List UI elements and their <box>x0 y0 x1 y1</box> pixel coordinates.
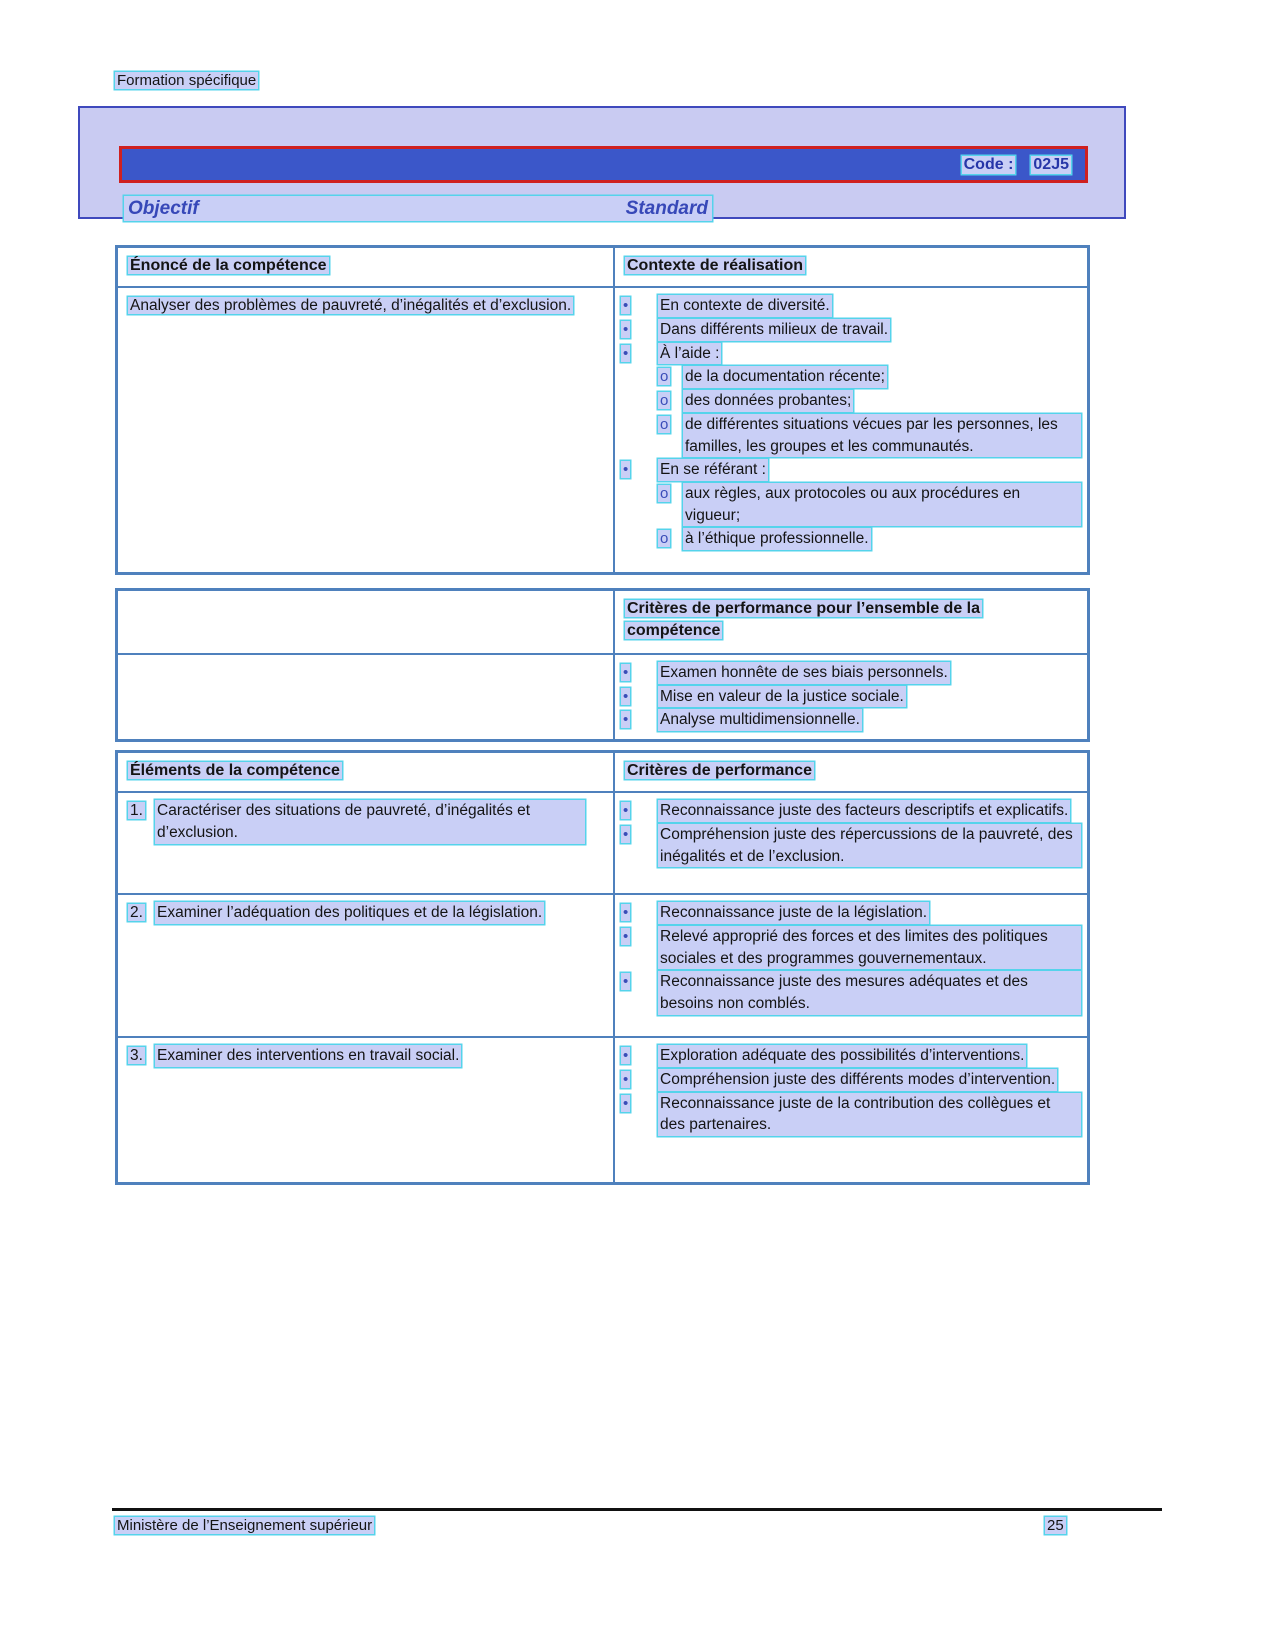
list-item-text: Reconnaissance juste de la contribution des collègues et des partenaires. <box>658 1093 1081 1136</box>
list-item-text: Dans différents milieux de travail. <box>658 319 890 341</box>
title-banner <box>78 106 1126 219</box>
ensemble-table-header-row <box>118 591 1087 655</box>
bullet-icon: • <box>623 297 629 315</box>
element-number: 3. <box>130 1047 143 1065</box>
criteres-header-cell <box>613 753 1087 791</box>
ensemble-header-cell <box>613 591 1087 653</box>
ensemble-list <box>613 655 1087 739</box>
list-item-text: En contexte de diversité. <box>658 295 832 317</box>
list-item <box>615 686 1081 708</box>
enonce-table-body-row <box>118 288 1087 572</box>
bullet-icon: • <box>623 928 629 946</box>
contexte-header: Contexte de réalisation <box>627 257 804 274</box>
list-subitem <box>615 528 1081 550</box>
footer-page-number: 25 <box>1047 1517 1064 1534</box>
code-value: 02J5 <box>1033 155 1069 173</box>
code-bar <box>119 146 1088 183</box>
circle-bullet-icon: o <box>660 484 669 502</box>
ensemble-header-empty-cell <box>118 591 613 653</box>
list-item-text: des données probantes; <box>683 390 853 412</box>
element-row <box>118 793 1087 893</box>
ensemble-body-empty-cell <box>118 655 613 739</box>
bullet-icon: • <box>623 973 629 991</box>
element-text: Examiner des interventions en travail social. <box>155 1045 461 1067</box>
competence-statement: Analyser des problèmes de pauvreté, d’inégalités et d’exclusion. <box>130 297 572 315</box>
competence-statement-cell <box>118 288 613 572</box>
list-item <box>615 1069 1081 1091</box>
circle-bullet-icon: o <box>660 530 669 548</box>
list-item-text: Reconnaissance juste de la législation. <box>658 902 929 924</box>
list-item-text: Relevé approprié des forces et des limites des politiques sociales et des programmes gouvernementaux. <box>658 926 1081 969</box>
list-item <box>615 971 1081 1014</box>
bullet-icon: • <box>623 802 629 820</box>
standard-label: Standard <box>625 197 708 219</box>
list-subitem <box>615 483 1081 526</box>
list-item <box>615 1045 1081 1067</box>
list-item-text: Exploration adéquate des possibilités d’interventions. <box>658 1045 1026 1067</box>
element-number: 1. <box>130 802 143 820</box>
element-number: 2. <box>130 904 143 922</box>
list-item <box>615 709 1081 731</box>
criteres-header: Critères de performance <box>627 762 812 779</box>
bullet-icon: • <box>623 344 629 362</box>
list-subitem <box>615 390 1081 412</box>
list-item-text: à l’éthique professionnelle. <box>683 528 871 550</box>
list-item <box>615 459 1081 481</box>
list-item-text: En se référant : <box>658 459 768 481</box>
circle-bullet-icon: o <box>660 415 669 433</box>
list-item <box>615 800 1081 822</box>
element-cell <box>118 1038 613 1182</box>
objectif-standard-row <box>124 196 712 221</box>
element-cell <box>118 793 613 893</box>
enonce-table-header-row <box>118 248 1087 288</box>
bullet-icon: • <box>623 711 629 729</box>
footer-divider <box>112 1508 1162 1511</box>
list-item-text: Mise en valeur de la justice sociale. <box>658 686 906 708</box>
list-item <box>615 319 1081 341</box>
bullet-icon: • <box>623 461 629 479</box>
bullet-icon: • <box>623 1047 629 1065</box>
footer-ministry-label: Ministère de l’Enseignement supérieur <box>117 1517 373 1534</box>
bullet-icon: • <box>623 321 629 339</box>
criteria-list <box>613 793 1087 893</box>
enonce-header: Énoncé de la compétence <box>130 257 327 274</box>
elements-header-cell <box>118 753 613 791</box>
enonce-header-cell <box>118 248 613 286</box>
element-row <box>118 1036 1087 1182</box>
list-item <box>615 902 1081 924</box>
enonce-table <box>115 245 1090 575</box>
bullet-icon: • <box>623 687 629 705</box>
objectif-label: Objectif <box>128 197 199 219</box>
element-text: Caractériser des situations de pauvreté, d’inégalités et d’exclusion. <box>155 800 585 843</box>
element-cell <box>118 895 613 1036</box>
list-item <box>615 824 1081 867</box>
ensemble-table <box>115 588 1090 742</box>
ensemble-table-body-row <box>118 655 1087 739</box>
list-item-text: Compréhension juste des différents modes d’intervention. <box>658 1069 1057 1091</box>
list-item-text: Analyse multidimensionnelle. <box>658 709 862 731</box>
elements-header: Éléments de la compétence <box>130 762 340 779</box>
list-item-text: de différentes situations vécues par les personnes, les familles, les groupes et les communautés. <box>683 414 1081 457</box>
list-item-text: Examen honnête de ses biais personnels. <box>658 662 950 684</box>
list-item <box>615 295 1081 317</box>
list-item-text: Reconnaissance juste des facteurs descriptifs et explicatifs. <box>658 800 1070 822</box>
bullet-icon: • <box>623 826 629 844</box>
circle-bullet-icon: o <box>660 392 669 410</box>
list-item-text: de la documentation récente; <box>683 366 887 388</box>
list-item <box>615 926 1081 969</box>
bullet-icon: • <box>623 1094 629 1112</box>
list-item-text: Compréhension juste des répercussions de la pauvreté, des inégalités et de l’exclusion. <box>658 824 1081 867</box>
criteria-list <box>613 895 1087 1036</box>
circle-bullet-icon: o <box>660 368 669 386</box>
element-row <box>118 893 1087 1036</box>
list-item-text: Reconnaissance juste des mesures adéquates et des besoins non comblés. <box>658 971 1081 1014</box>
list-item <box>615 662 1081 684</box>
code-label: Code : <box>963 155 1014 173</box>
contexte-header-cell <box>613 248 1087 286</box>
bullet-icon: • <box>623 664 629 681</box>
criteria-list <box>613 1038 1087 1182</box>
list-item-text: À l’aide : <box>658 343 721 365</box>
ensemble-header: Critères de performance pour l’ensemble de la compétence <box>627 600 981 640</box>
bullet-icon: • <box>623 1071 629 1089</box>
elements-table <box>115 750 1090 1185</box>
list-subitem <box>615 366 1081 388</box>
bullet-icon: • <box>623 904 629 922</box>
list-item <box>615 1093 1081 1136</box>
section-label: Formation spécifique <box>117 72 257 89</box>
contexte-list <box>613 288 1087 572</box>
list-subitem <box>615 414 1081 457</box>
element-text: Examiner l’adéquation des politiques et de la législation. <box>155 902 544 924</box>
list-item <box>615 343 1081 365</box>
list-item-text: aux règles, aux protocoles ou aux procédures en vigueur; <box>683 483 1081 526</box>
elements-table-header-row <box>118 753 1087 793</box>
